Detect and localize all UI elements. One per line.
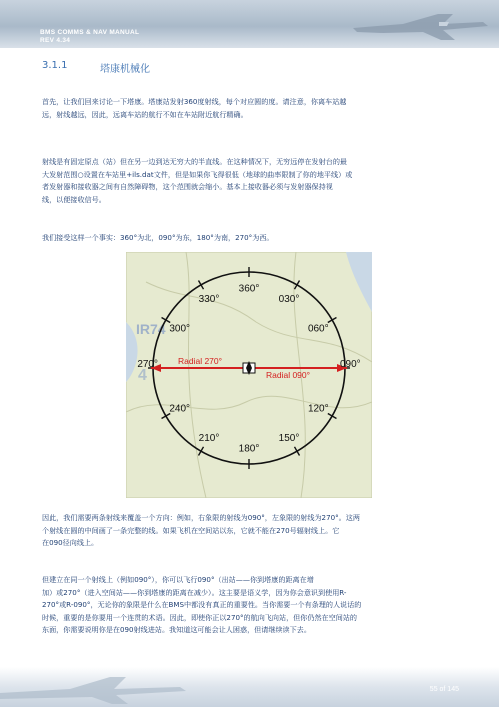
paragraph-intro: 首先，让我们回来讨论一下塔康。塔康站发射360度射线，每个对应圆的度。请注意，你离车站越 远，射线越远，因此，远离车站的航行不如在车站附近航行精确。 (42, 97, 347, 119)
paragraph-semantics: 但建立在同一个射线上（例如090°），你可以飞行090°（出站——你到塔康的距离在增 加）或270°（进入空间站——你到塔康的距离在减少）。这主要是语义学，因为你会意识到使用R- 270°或R-090°，无论你的象限是什么在BMS中都没有真正的重要性。当你需要一个有条理的人说话的 时候，重要的是你要用一个连贯的术语。因此，即使你正以270°的航向飞向站，但你仍然在空间站的 东面，你需要说明你是在090射线进站。我知道这可能会让人困惑，但请继续读下去。 (42, 575, 362, 635)
paragraph-radials: 射线是有固定原点（站）但在另一边到达无穷大的半直线。在这种情况下，无穷远停在发射台的最 大发射范围○设置在车站里+ils.dat文件，但是如果你飞得很低（地球的曲率限制了你的地平线）或 者发射器和接收器之间有自然障碍物，这个范围就会缩小。基本上接收器必须与发射器保持视 线，以便接收信号。 (42, 157, 353, 204)
bearing-label-330: 330° (198, 294, 220, 306)
manual-revision: REV 4.34 (40, 37, 71, 44)
bearing-label-300: 300° (169, 323, 191, 335)
page-number: 55 of 145 (429, 686, 459, 693)
section-title: 塔康机械化 (100, 64, 150, 75)
jet-banner-icon (343, 2, 493, 44)
bearing-label-060: 060° (307, 323, 329, 335)
bearing-label-360: 360° (238, 283, 260, 295)
tacan-station-icon (243, 361, 255, 375)
bearing-label-210: 210° (198, 432, 220, 444)
paragraph-compass: 我们接受这样一个事实：360°为北，090°为东，180°为南，270°为西。 (42, 233, 274, 242)
paragraph-quadrants: 因此，我们需要两条射线来覆盖一个方向：例如，右象限的射线为090°，左象限的射线为270°。这两 个射线在圆的中间画了一条完整的线。如果飞机在空间站以东，它就不能在270号辐射线上。它 在090径向线上。 (42, 513, 360, 548)
map-label-ir74: IR74 (136, 321, 166, 337)
radial-270-label: Radial 270° (178, 356, 223, 366)
bearing-label-180: 180° (238, 443, 260, 455)
tacan-radials-figure (126, 252, 372, 498)
page-header (0, 0, 499, 48)
section-number: 3.1.1 (42, 60, 68, 71)
bearing-label-270: 270° (137, 359, 158, 370)
map-label-4: 4 (138, 367, 147, 384)
bearing-label-150: 150° (278, 432, 300, 444)
page-footer (0, 667, 499, 707)
radial-090-label: Radial 090° (266, 370, 311, 380)
bearing-label-030: 030° (278, 294, 300, 306)
bearing-label-090: 090° (340, 359, 361, 370)
bearing-label-120: 120° (307, 403, 329, 415)
bearing-label-240: 240° (169, 403, 191, 415)
jet-footer-icon (0, 671, 190, 705)
manual-title: BMS COMMS & NAV MANUAL (40, 29, 140, 36)
